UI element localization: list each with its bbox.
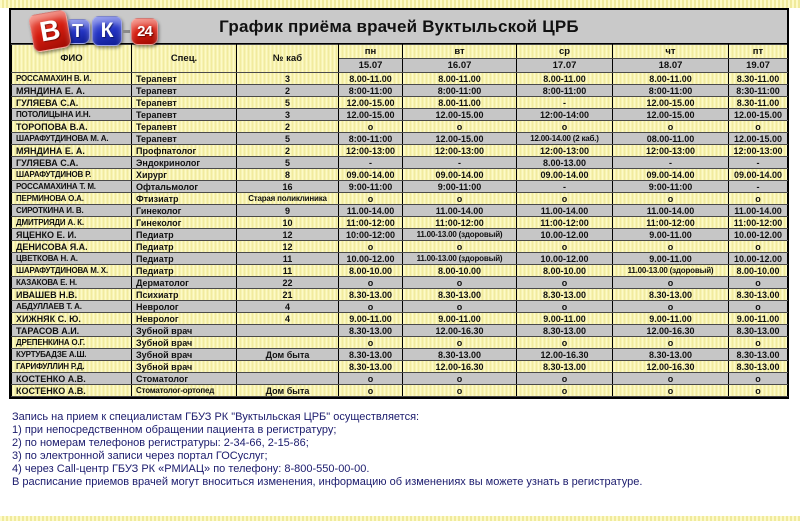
date-header-tue: 16.07: [403, 59, 517, 73]
table-row: [12, 157, 788, 169]
fio-cell: КОСТЕНКО А.В.: [12, 385, 132, 397]
fio-cell: ШАРАФУТДИНОВ Р.: [12, 169, 132, 181]
time-cell-tue: 8.00-10.00: [403, 265, 517, 277]
fio-cell: ТОРОПОВА В.А.: [12, 121, 132, 133]
time-cell-fri: 8.30-13.00: [729, 325, 788, 337]
fio-cell: ДМИТРИЯДИ А. К.: [12, 217, 132, 229]
cab-cell: 5: [237, 133, 339, 145]
time-cell-fri: 10.00-12.00: [729, 253, 788, 265]
spec-cell: Зубной врач: [132, 325, 237, 337]
time-cell-fri: 12.00-15.00: [729, 133, 788, 145]
cab-cell: 5: [237, 157, 339, 169]
bottom-decorative-strip: [0, 516, 800, 521]
time-cell-thu: о: [613, 241, 729, 253]
table-row: [12, 217, 788, 229]
fio-cell: ТАРАСОВ А.И.: [12, 325, 132, 337]
time-cell-fri: 09.00-14.00: [729, 169, 788, 181]
fio-cell: ДЕНИСОВА Я.А.: [12, 241, 132, 253]
fio-cell: ШАРАФУТДИНОВА М. Х.: [12, 265, 132, 277]
time-cell-wed: 8.00-11.00: [517, 73, 613, 85]
time-cell-thu: 8:00-11:00: [613, 85, 729, 97]
time-cell-tue: 11.00-13.00 (здоровый): [403, 229, 517, 241]
time-cell-mon: 8.30-13.00: [339, 349, 403, 361]
time-cell-thu: 12.00-16.30: [613, 361, 729, 373]
fio-cell: РОССАМАХИН В. И.: [12, 73, 132, 85]
spec-cell: Дерматолог: [132, 277, 237, 289]
fio-cell: ЦВЕТКОВА Н. А.: [12, 253, 132, 265]
date-header-thu: 18.07: [613, 59, 729, 73]
time-cell-mon: 8:00-11:00: [339, 85, 403, 97]
cab-cell: 2: [237, 85, 339, 97]
time-cell-wed: о: [517, 337, 613, 349]
time-cell-wed: 11.00-14.00: [517, 205, 613, 217]
time-cell-fri: о: [729, 193, 788, 205]
time-cell-mon: 11:00-12:00: [339, 217, 403, 229]
table-row: [12, 277, 788, 289]
spec-cell: Зубной врач: [132, 361, 237, 373]
time-cell-fri: о: [729, 121, 788, 133]
cab-cell: 10: [237, 217, 339, 229]
time-cell-thu: 12.00-15.00: [613, 97, 729, 109]
table-row: [12, 325, 788, 337]
spec-cell: Терапевт: [132, 85, 237, 97]
time-cell-mon: 12.00-15.00: [339, 109, 403, 121]
time-cell-thu: о: [613, 277, 729, 289]
table-row: [12, 85, 788, 97]
time-cell-mon: 8.30-13.00: [339, 289, 403, 301]
col-header-spec: Спец.: [132, 45, 237, 73]
cab-cell: [237, 337, 339, 349]
day-header-mon: пн: [339, 45, 403, 59]
footer-notes: [12, 411, 800, 489]
time-cell-tue: -: [403, 157, 517, 169]
cab-cell: 11: [237, 265, 339, 277]
spec-cell: Стоматолог: [132, 373, 237, 385]
time-cell-wed: о: [517, 241, 613, 253]
spec-cell: Терапевт: [132, 73, 237, 85]
logo-block-t: Т: [65, 19, 90, 44]
time-cell-wed: о: [517, 193, 613, 205]
time-cell-mon: о: [339, 193, 403, 205]
footer-line-4: 4) через Call-центр ГБУЗ РК «РМИАЦ» по телефону: 8-800-550-00-00.: [12, 463, 370, 475]
time-cell-fri: о: [729, 301, 788, 313]
time-cell-wed: о: [517, 121, 613, 133]
top-decorative-strip: [0, 0, 800, 8]
spec-cell: Стоматолог-ортопед: [132, 385, 237, 397]
spec-cell: Офтальмолог: [132, 181, 237, 193]
spec-cell: Гинеколог: [132, 217, 237, 229]
logo-block-k: К: [92, 16, 122, 46]
time-cell-thu: о: [613, 385, 729, 397]
fio-cell: ПОТОЛИЦЫНА И.Н.: [12, 109, 132, 121]
time-cell-thu: 8.30-13.00: [613, 349, 729, 361]
fio-cell: КУРТУБАДЗЕ А.Ш.: [12, 349, 132, 361]
time-cell-mon: о: [339, 373, 403, 385]
time-cell-tue: 8.00-11.00: [403, 97, 517, 109]
spec-cell: Невролог: [132, 313, 237, 325]
time-cell-wed: 8:00-11:00: [517, 85, 613, 97]
table-row: [12, 109, 788, 121]
time-cell-tue: 11.00-14.00: [403, 205, 517, 217]
cab-cell: 8: [237, 169, 339, 181]
table-row: [12, 361, 788, 373]
spec-cell: Гинеколог: [132, 205, 237, 217]
fio-cell: СИРОТКИНА И. В.: [12, 205, 132, 217]
spec-cell: Фтизиатр: [132, 193, 237, 205]
table-row: [12, 97, 788, 109]
time-cell-tue: 9:00-11:00: [403, 181, 517, 193]
time-cell-tue: 8.30-13.00: [403, 349, 517, 361]
time-cell-fri: 10.00-12.00: [729, 229, 788, 241]
time-cell-tue: 12.00-16.30: [403, 361, 517, 373]
spec-cell: Педиатр: [132, 265, 237, 277]
time-cell-wed: 8.30-13.00: [517, 361, 613, 373]
cab-cell: Дом быта: [237, 385, 339, 397]
time-cell-tue: о: [403, 121, 517, 133]
time-cell-mon: 09.00-14.00: [339, 169, 403, 181]
time-cell-thu: 9.00-11.00: [613, 229, 729, 241]
time-cell-fri: 8.30-13.00: [729, 361, 788, 373]
fio-cell: КАЗАКОВА Е. Н.: [12, 277, 132, 289]
time-cell-tue: 11.00-13.00 (здоровый): [403, 253, 517, 265]
table-row: [12, 133, 788, 145]
time-cell-tue: о: [403, 241, 517, 253]
time-cell-wed: 09.00-14.00: [517, 169, 613, 181]
time-cell-tue: 12.00-15.00: [403, 133, 517, 145]
time-cell-mon: -: [339, 157, 403, 169]
time-cell-mon: о: [339, 337, 403, 349]
schedule-sheet: [9, 8, 789, 399]
time-cell-thu: 9.00-11.00: [613, 253, 729, 265]
footer-line-2: 2) по номерам телефонов регистратуры: 2-34-66, 2-15-86;: [12, 437, 309, 449]
time-cell-mon: о: [339, 385, 403, 397]
day-header-fri: пт: [729, 45, 788, 59]
time-cell-mon: 8.00-11.00: [339, 73, 403, 85]
time-cell-tue: 9.00-11.00: [403, 313, 517, 325]
time-cell-mon: 10.00-12.00: [339, 253, 403, 265]
time-cell-wed: 9.00-11.00: [517, 313, 613, 325]
time-cell-tue: 8.00-11.00: [403, 73, 517, 85]
time-cell-fri: 8.30-13.00: [729, 289, 788, 301]
time-cell-mon: о: [339, 277, 403, 289]
time-cell-wed: 12:00-13:00: [517, 145, 613, 157]
fio-cell: ГАРИФУЛЛИН Р.Д.: [12, 361, 132, 373]
time-cell-fri: 8.30-13.00: [729, 349, 788, 361]
vtk24-logo: [31, 12, 158, 50]
time-cell-wed: 12.00-16.30: [517, 349, 613, 361]
fio-cell: РОССАМАХИНА Т. М.: [12, 181, 132, 193]
time-cell-tue: о: [403, 337, 517, 349]
time-cell-thu: 09.00-14.00: [613, 169, 729, 181]
table-row: [12, 181, 788, 193]
footer-line-1: 1) при непосредственном обращении пациента в регистратуру;: [12, 424, 337, 436]
time-cell-wed: -: [517, 181, 613, 193]
time-cell-wed: о: [517, 301, 613, 313]
time-cell-tue: о: [403, 373, 517, 385]
time-cell-tue: о: [403, 193, 517, 205]
time-cell-tue: 12.00-16.30: [403, 325, 517, 337]
table-row: [12, 373, 788, 385]
time-cell-thu: о: [613, 373, 729, 385]
table-row: [12, 349, 788, 361]
table-row: [12, 193, 788, 205]
cab-cell: 12: [237, 241, 339, 253]
time-cell-thu: 8.00-11.00: [613, 73, 729, 85]
fio-cell: МЯНДИНА Е. А.: [12, 145, 132, 157]
fio-cell: ДРЕПЕНКИНА О.Г.: [12, 337, 132, 349]
time-cell-wed: 8.00-13.00: [517, 157, 613, 169]
cab-cell: 4: [237, 313, 339, 325]
time-cell-tue: 8:00-11:00: [403, 85, 517, 97]
time-cell-mon: 10:00-12:00: [339, 229, 403, 241]
table-row: [12, 301, 788, 313]
table-row: [12, 205, 788, 217]
time-cell-mon: 9:00-11:00: [339, 181, 403, 193]
time-cell-thu: о: [613, 301, 729, 313]
spec-cell: Зубной врач: [132, 349, 237, 361]
time-cell-wed: о: [517, 277, 613, 289]
time-cell-tue: 8.30-13.00: [403, 289, 517, 301]
time-cell-fri: 12.00-15.00: [729, 109, 788, 121]
time-cell-fri: о: [729, 277, 788, 289]
spec-cell: Профпатолог: [132, 145, 237, 157]
time-cell-wed: 11:00-12:00: [517, 217, 613, 229]
time-cell-thu: 12:00-13:00: [613, 145, 729, 157]
fio-cell: ШАРАФУТДИНОВА М. А.: [12, 133, 132, 145]
cab-cell: 2: [237, 145, 339, 157]
time-cell-mon: 12:00-13:00: [339, 145, 403, 157]
time-cell-fri: 11:00-12:00: [729, 217, 788, 229]
fio-cell: ХИЖНЯК С. Ю.: [12, 313, 132, 325]
spec-cell: Эндокринолог: [132, 157, 237, 169]
spec-cell: Психиатр: [132, 289, 237, 301]
page-title: График приёма врачей Вуктыльской ЦРБ: [219, 17, 579, 36]
table-row: [12, 145, 788, 157]
col-header-fio: ФИО: [12, 45, 132, 73]
time-cell-fri: 9.00-11.00: [729, 313, 788, 325]
spec-cell: Педиатр: [132, 241, 237, 253]
table-row: [12, 265, 788, 277]
cab-cell: 22: [237, 277, 339, 289]
fio-cell: МЯНДИНА Е. А.: [12, 85, 132, 97]
time-cell-tue: о: [403, 301, 517, 313]
time-cell-fri: 8.30-11.00: [729, 73, 788, 85]
cab-cell: 21: [237, 289, 339, 301]
time-cell-fri: -: [729, 181, 788, 193]
cab-cell: 5: [237, 97, 339, 109]
time-cell-fri: о: [729, 337, 788, 349]
table-row: [12, 253, 788, 265]
cab-cell: 4: [237, 301, 339, 313]
time-cell-mon: 8.30-13.00: [339, 361, 403, 373]
fio-cell: ГУЛЯЕВА С.А.: [12, 157, 132, 169]
logo-dash-icon: [123, 30, 130, 33]
cab-cell: 3: [237, 109, 339, 121]
table-row: [12, 121, 788, 133]
schedule-body: [12, 73, 788, 397]
date-header-wed: 17.07: [517, 59, 613, 73]
time-cell-thu: 12.00-16.30: [613, 325, 729, 337]
time-cell-fri: 8.30-11.00: [729, 97, 788, 109]
time-cell-wed: 8.00-10.00: [517, 265, 613, 277]
cab-cell: 16: [237, 181, 339, 193]
cab-cell: 12: [237, 229, 339, 241]
schedule-table: [11, 44, 788, 397]
time-cell-thu: 9:00-11:00: [613, 181, 729, 193]
time-cell-thu: о: [613, 121, 729, 133]
time-cell-fri: о: [729, 373, 788, 385]
time-cell-fri: о: [729, 241, 788, 253]
time-cell-mon: 8.00-10.00: [339, 265, 403, 277]
spec-cell: Терапевт: [132, 133, 237, 145]
time-cell-thu: 08.00-11.00: [613, 133, 729, 145]
cab-cell: 3: [237, 73, 339, 85]
table-row: [12, 289, 788, 301]
time-cell-fri: о: [729, 385, 788, 397]
time-cell-mon: 9.00-11.00: [339, 313, 403, 325]
time-cell-wed: 12.00-14.00 (2 каб.): [517, 133, 613, 145]
time-cell-tue: 12:00-13:00: [403, 145, 517, 157]
time-cell-tue: 09.00-14.00: [403, 169, 517, 181]
day-header-wed: ср: [517, 45, 613, 59]
time-cell-mon: 11.00-14.00: [339, 205, 403, 217]
time-cell-mon: 8:00-11:00: [339, 133, 403, 145]
footer-line-3: 3) по электронной записи через портал ГОСуслуг;: [12, 450, 268, 462]
time-cell-tue: о: [403, 385, 517, 397]
spec-cell: Хирург: [132, 169, 237, 181]
time-cell-thu: 11.00-14.00: [613, 205, 729, 217]
time-cell-thu: 11:00-12:00: [613, 217, 729, 229]
cab-cell: 9: [237, 205, 339, 217]
footer-line-changes: В расписание приемов врачей могут вноситься изменения, информацию об изменениях вы можете узнать в регистратуре.: [12, 476, 643, 488]
cab-cell: [237, 361, 339, 373]
date-header-mon: 15.07: [339, 59, 403, 73]
time-cell-thu: 11.00-13.00 (здоровый): [613, 265, 729, 277]
time-cell-tue: о: [403, 277, 517, 289]
time-cell-tue: 12.00-15.00: [403, 109, 517, 121]
time-cell-mon: о: [339, 241, 403, 253]
footer-line-intro: Запись на прием к специалистам ГБУЗ РК "Вуктыльская ЦРБ" осуществляется:: [12, 411, 420, 423]
spec-cell: Терапевт: [132, 121, 237, 133]
time-cell-fri: 11.00-14.00: [729, 205, 788, 217]
fio-cell: КОСТЕНКО А.В.: [12, 373, 132, 385]
time-cell-wed: 10.00-12.00: [517, 229, 613, 241]
time-cell-thu: -: [613, 157, 729, 169]
fio-cell: ЯЦЕНКО Е. И.: [12, 229, 132, 241]
time-cell-fri: -: [729, 157, 788, 169]
time-cell-wed: 8.30-13.00: [517, 325, 613, 337]
time-cell-wed: 12:00-14:00: [517, 109, 613, 121]
time-cell-fri: 12:00-13:00: [729, 145, 788, 157]
time-cell-mon: 12.00-15.00: [339, 97, 403, 109]
table-row: [12, 313, 788, 325]
cab-cell: 2: [237, 121, 339, 133]
col-header-cab: № каб: [237, 45, 339, 73]
time-cell-thu: о: [613, 193, 729, 205]
time-cell-thu: 12.00-15.00: [613, 109, 729, 121]
time-cell-wed: о: [517, 385, 613, 397]
day-header-thu: чт: [613, 45, 729, 59]
time-cell-wed: о: [517, 373, 613, 385]
spec-cell: Педиатр: [132, 253, 237, 265]
table-row: [12, 229, 788, 241]
time-cell-wed: 10.00-12.00: [517, 253, 613, 265]
table-row: [12, 73, 788, 85]
cab-cell: 11: [237, 253, 339, 265]
time-cell-thu: 8.30-13.00: [613, 289, 729, 301]
time-cell-fri: 8:30-11:00: [729, 85, 788, 97]
table-row: [12, 337, 788, 349]
time-cell-thu: 9.00-11.00: [613, 313, 729, 325]
fio-cell: АБДУЛЛАЕВ Т. А.: [12, 301, 132, 313]
cab-cell: Старая поликлиника: [237, 193, 339, 205]
fio-cell: ИВАШЕВ Н.В.: [12, 289, 132, 301]
time-cell-mon: о: [339, 121, 403, 133]
cab-cell: [237, 373, 339, 385]
spec-cell: Зубной врач: [132, 337, 237, 349]
date-header-fri: 19.07: [729, 59, 788, 73]
spec-cell: Терапевт: [132, 109, 237, 121]
time-cell-tue: 11:00-12:00: [403, 217, 517, 229]
spec-cell: Педиатр: [132, 229, 237, 241]
cab-cell: Дом быта: [237, 349, 339, 361]
logo-block-v: В: [28, 9, 72, 53]
fio-cell: ПЕРМИНОВА О.А.: [12, 193, 132, 205]
spec-cell: Терапевт: [132, 97, 237, 109]
time-cell-mon: о: [339, 301, 403, 313]
time-cell-wed: -: [517, 97, 613, 109]
day-header-tue: вт: [403, 45, 517, 59]
time-cell-thu: о: [613, 337, 729, 349]
title-band: [11, 10, 787, 48]
time-cell-mon: 8.30-13.00: [339, 325, 403, 337]
spec-cell: Невролог: [132, 301, 237, 313]
table-row: [12, 385, 788, 397]
table-row: [12, 169, 788, 181]
fio-cell: ГУЛЯЕВА С.А.: [12, 97, 132, 109]
table-row: [12, 241, 788, 253]
time-cell-wed: 8.30-13.00: [517, 289, 613, 301]
cab-cell: [237, 325, 339, 337]
time-cell-fri: 8.00-10.00: [729, 265, 788, 277]
logo-block-24: 24: [131, 18, 158, 45]
